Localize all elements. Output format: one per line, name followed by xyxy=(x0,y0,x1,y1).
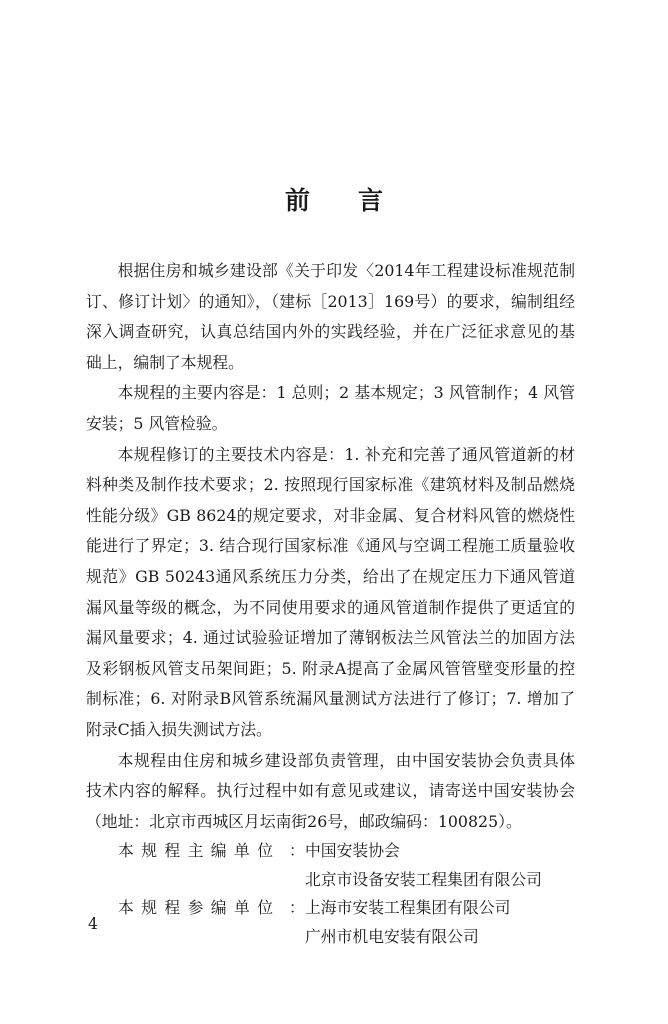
org-name: 上海市安装工程集团有限公司 xyxy=(305,898,511,918)
page-title: 前言 xyxy=(284,186,431,215)
editing-units xyxy=(86,837,575,951)
paragraph-revisions: 本规程修订的主要技术内容是：1. 补充和完善了通风管道新的材料种类及制作技术要求；2. 按照现行国家标准《建筑材料及制品燃烧性能分级》GB 8624的规定要求，对非金属、复合材料风管的燃烧性能进行了界定；3. 结合现行国家标准《通风与空调工程施工质量验收规范》GB 50243通风系统压力分类，给出了在规定压力下通风管道漏风量等级的概念，为不同使用要求的通风管道制作提供了更适宜的漏风量要求；4. 通过试验验证增加了薄钢板法兰风管法兰的加固方法及彩钢板风管支吊架间距；5. 附录A提高了金属风管管壁变形量的控制标准；6. 对附录B风管系统漏风量测试方法进行了修订；7. 增加了附录C插入损失测试方法。 xyxy=(86,444,575,739)
paragraph-contents: 本规程的主要内容是：1 总则；2 基本规定；3 风管制作；4 风管安装；5 风管检验。 xyxy=(86,383,575,433)
participating-units xyxy=(86,894,575,951)
paragraph-background: 根据住房和城乡建设部《关于印发〈2014年工程建设标准规范制订、修订计划〉的通知》，（建标［2013］169号）的要求，编制组经深入调查研究，认真总结国内外的实践经验，并在广泛征求意见的基础上，编制了本规程。 xyxy=(86,261,575,372)
page-number: 4 xyxy=(88,915,98,933)
label-colon: ： xyxy=(289,898,305,918)
label-colon: ： xyxy=(289,841,305,861)
org-name: 中国安装协会 xyxy=(305,841,400,861)
org-name: 广州市机电安装有限公司 xyxy=(305,927,479,947)
chief-editor-label: 本规程主编单位 xyxy=(118,841,273,861)
org-name: 北京市设备安装工程集团有限公司 xyxy=(305,869,542,889)
chief-editor-units xyxy=(86,837,575,894)
preface-body xyxy=(86,256,575,952)
participating-label: 本规程参编单位 xyxy=(118,898,273,918)
paragraph-management: 本规程由住房和城乡建设部负责管理，由中国安装协会负责具体技术内容的解释。执行过程中如有意见或建议，请寄送中国安装协会（地址：北京市西城区月坛南街26号，邮政编码：100825）。 xyxy=(86,750,575,831)
